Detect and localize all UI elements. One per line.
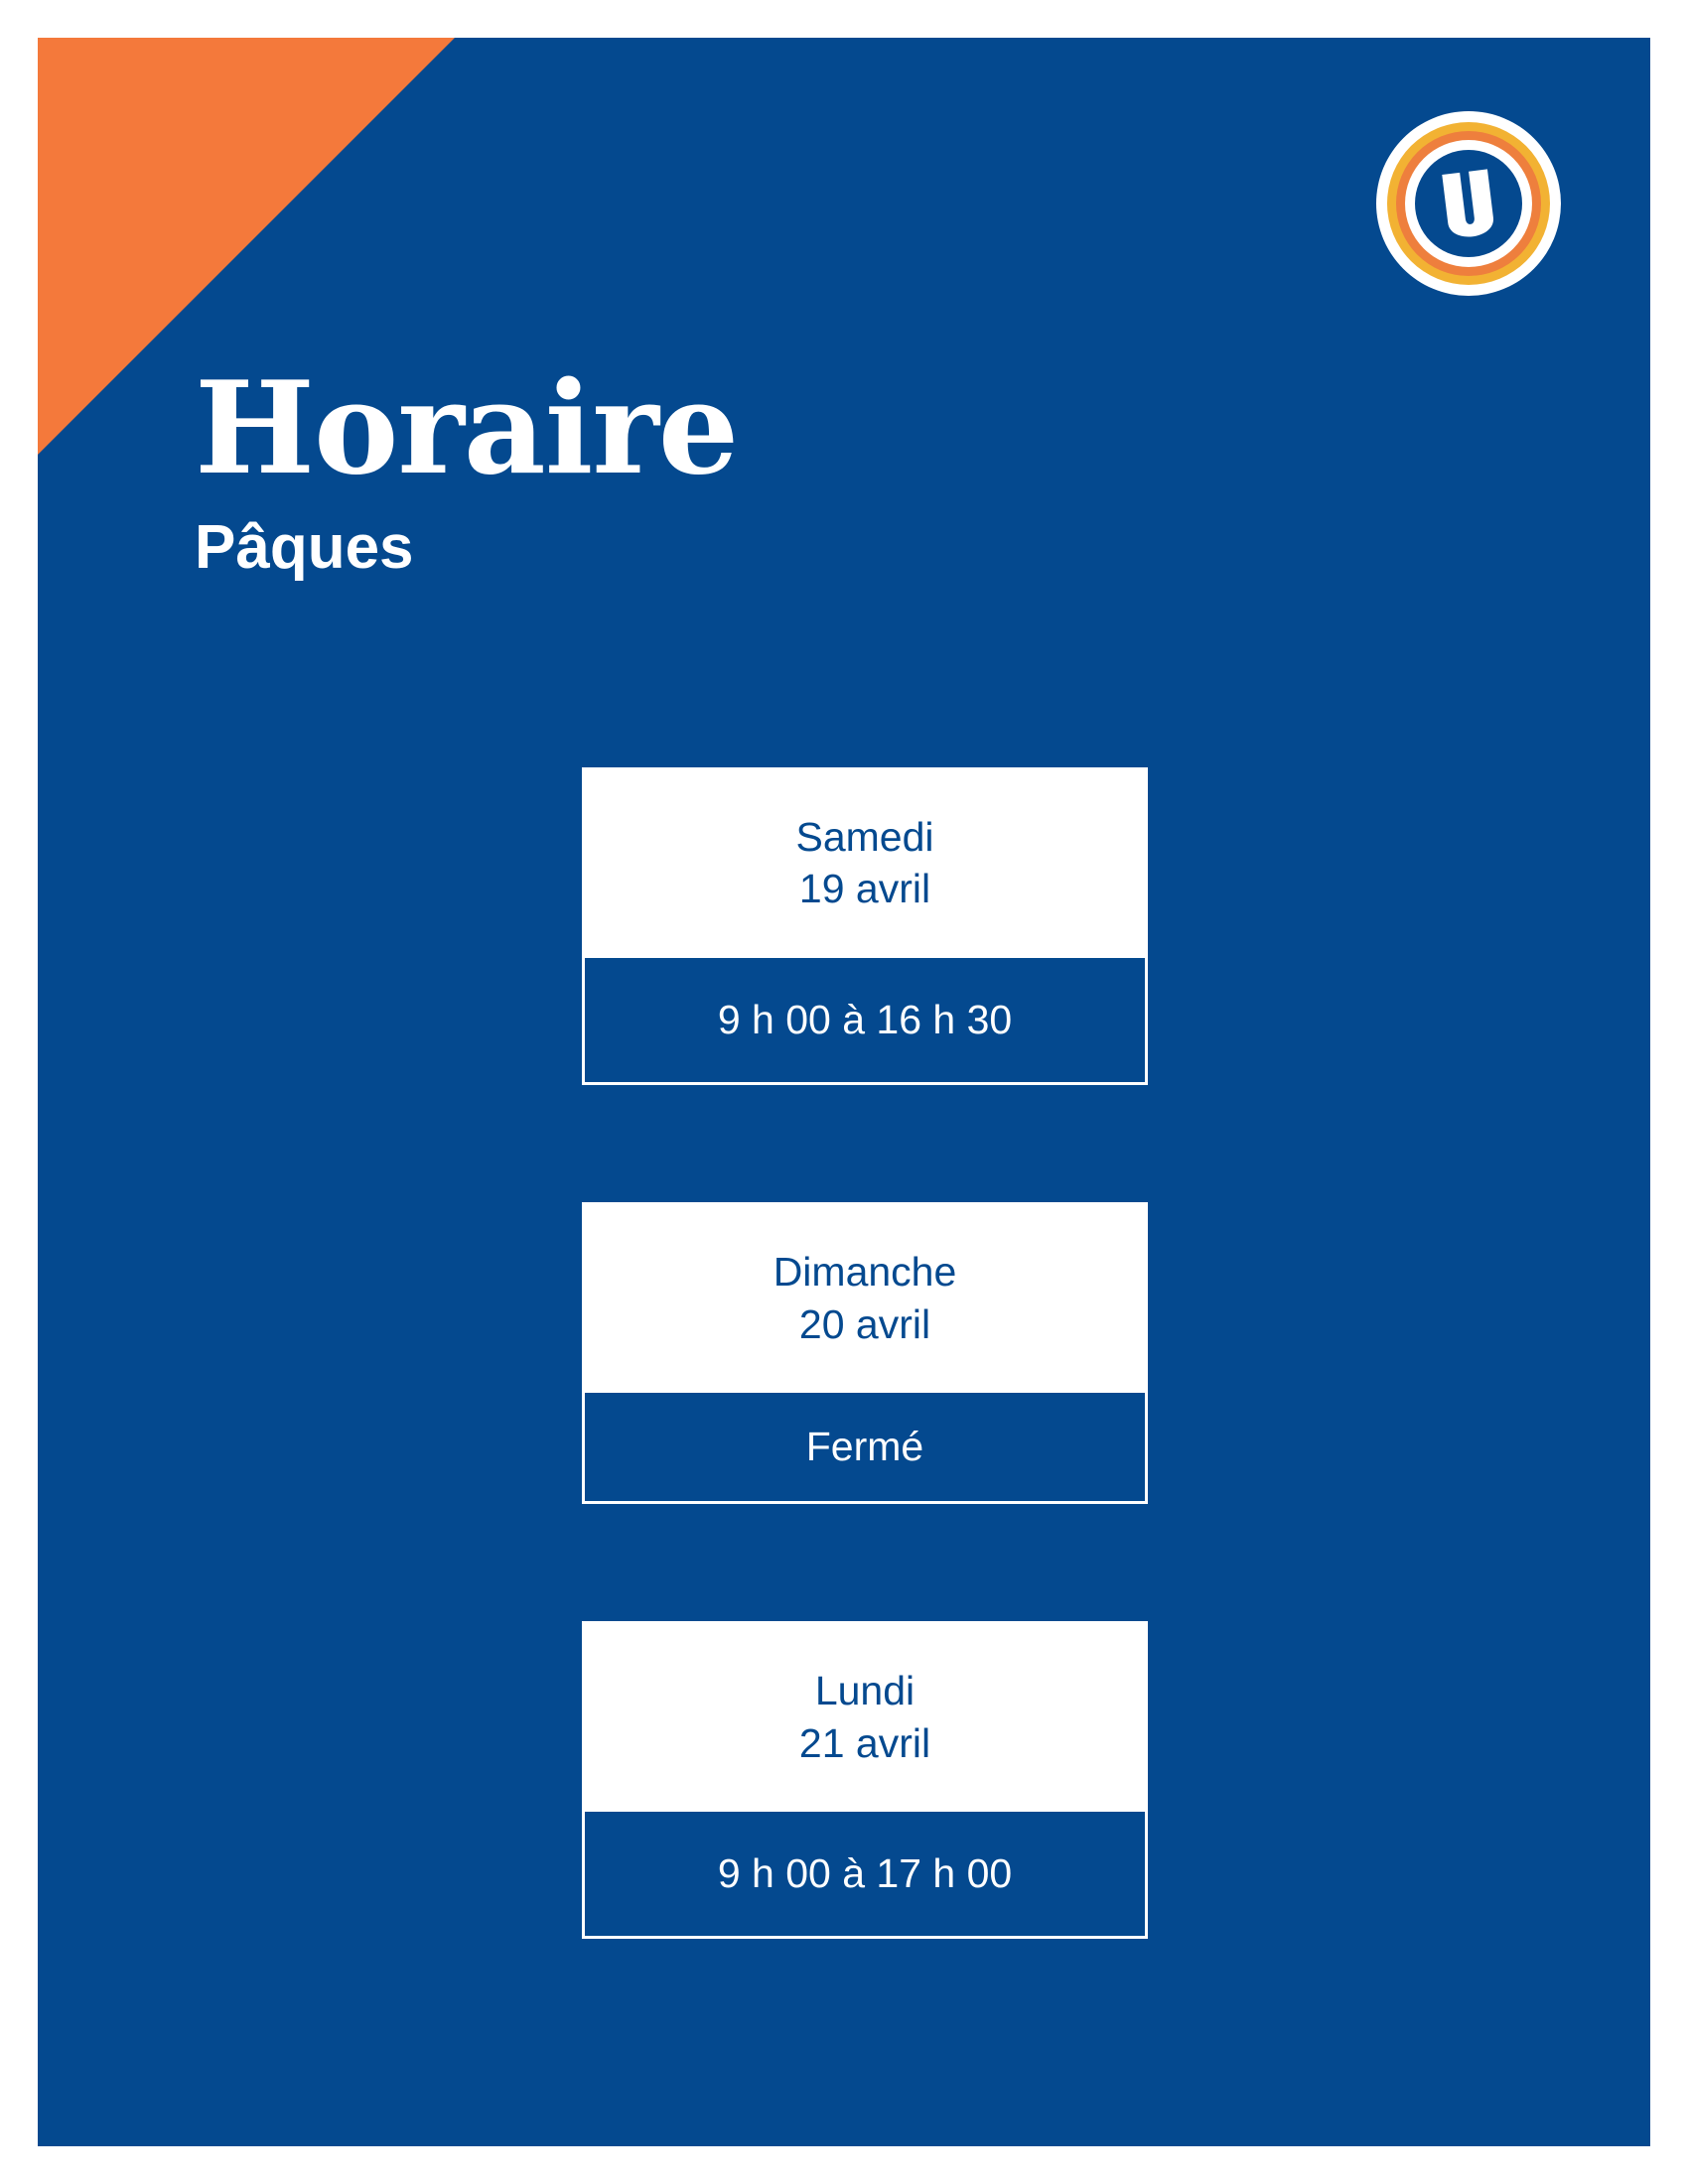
schedule-card-day <box>582 1202 1148 1390</box>
day-name: Samedi <box>795 814 934 860</box>
day-date: 20 avril <box>798 1300 931 1347</box>
logo-icon <box>1374 109 1563 298</box>
schedule-card-hours: 9 h 00 à 17 h 00 <box>582 1809 1148 1939</box>
schedule-list <box>582 767 1148 1939</box>
schedule-poster <box>38 38 1650 2146</box>
page-subtitle: Pâques <box>195 513 414 582</box>
schedule-card-day <box>582 767 1148 955</box>
schedule-card-hours: 9 h 00 à 16 h 30 <box>582 955 1148 1085</box>
page-title: Horaire <box>195 354 739 503</box>
schedule-card <box>582 1621 1148 1939</box>
day-date: 21 avril <box>798 1719 931 1766</box>
day-name: Lundi <box>814 1668 915 1714</box>
schedule-card <box>582 767 1148 1085</box>
university-logo <box>1374 109 1563 298</box>
title-block <box>195 354 1088 582</box>
schedule-card-hours: Fermé <box>582 1390 1148 1504</box>
schedule-card <box>582 1202 1148 1504</box>
day-name: Dimanche <box>773 1249 957 1296</box>
schedule-card-day <box>582 1621 1148 1809</box>
day-date: 19 avril <box>798 866 931 912</box>
